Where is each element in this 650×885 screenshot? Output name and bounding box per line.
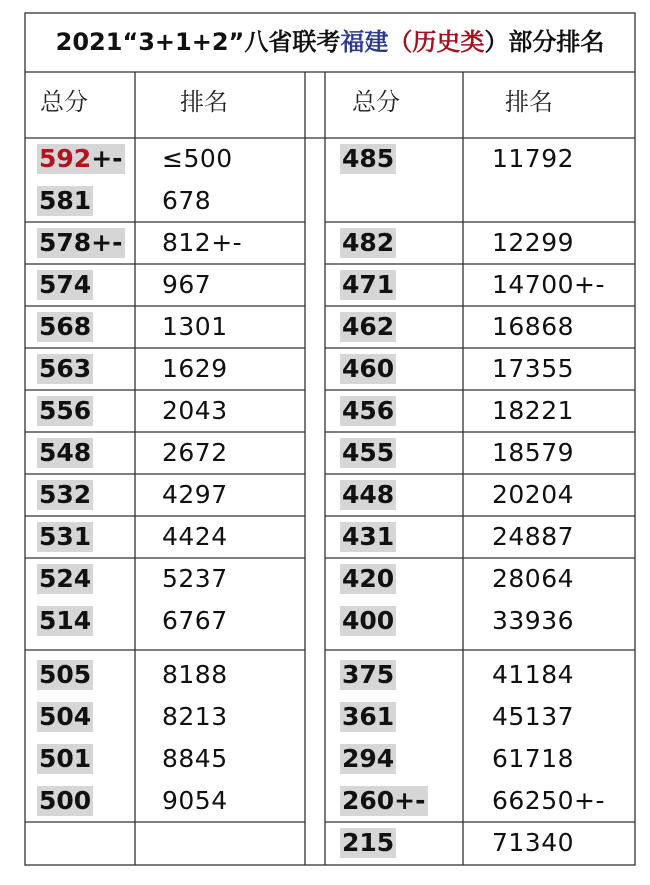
left-rank-cell: 678 xyxy=(162,186,212,215)
left-score-cell: 500 xyxy=(39,786,92,815)
right-rank-cell: 61718 xyxy=(492,744,575,773)
left-rank-cell: 8845 xyxy=(162,744,228,773)
left-score-cell: 574 xyxy=(39,270,92,299)
left-score-cell: 501 xyxy=(39,744,92,773)
right-score-cell: 215 xyxy=(342,828,395,857)
right-score-cell: 294 xyxy=(342,744,395,773)
right-score-cell: 260+- xyxy=(342,786,426,815)
header-rank-left: 排名 xyxy=(180,88,228,116)
right-rank-cell: 41184 xyxy=(492,660,575,689)
left-score-cell xyxy=(37,144,125,174)
right-rank-cell: 14700+- xyxy=(492,270,605,299)
left-score-cell: 568 xyxy=(39,312,92,341)
left-rank-cell: 5237 xyxy=(162,564,228,593)
right-rank-cell: 71340 xyxy=(492,828,575,857)
left-score-cell: 548 xyxy=(39,438,92,467)
right-score-cell: 448 xyxy=(342,480,395,509)
table-title xyxy=(25,22,635,57)
left-score-cell: 504 xyxy=(39,702,92,731)
right-rank-cell: 17355 xyxy=(492,354,575,383)
right-rank-cell: 12299 xyxy=(492,228,575,257)
right-score-cell: 361 xyxy=(342,702,395,731)
right-score-cell: 455 xyxy=(342,438,395,467)
left-rank-cell: 9054 xyxy=(162,786,228,815)
right-score-cell: 375 xyxy=(342,660,395,689)
left-score-red: 592 xyxy=(39,144,92,173)
title-paren-open: （ xyxy=(388,28,413,56)
left-score-cell: 563 xyxy=(39,354,92,383)
left-score-cell: 556 xyxy=(39,396,92,425)
left-rank-cell: 8188 xyxy=(162,660,228,689)
header-rank-right: 排名 xyxy=(505,88,553,116)
left-score-cell: 514 xyxy=(39,606,92,635)
left-rank-cell: 2043 xyxy=(162,396,228,425)
left-score-cell: 581 xyxy=(39,186,92,215)
right-score-cell: 431 xyxy=(342,522,395,551)
right-rank-cell: 24887 xyxy=(492,522,575,551)
left-score-suffix: +- xyxy=(91,144,123,173)
right-rank-cell: 18221 xyxy=(492,396,575,425)
right-score-cell: 456 xyxy=(342,396,395,425)
left-score-cell: 578+- xyxy=(39,228,123,257)
left-score-cell: 531 xyxy=(39,522,92,551)
left-rank-cell: 967 xyxy=(162,270,212,299)
header-score-left: 总分 xyxy=(40,88,88,116)
title-part-1: 2021“3+1+2”八省联考 xyxy=(55,28,341,56)
left-score-cell: 524 xyxy=(39,564,92,593)
title-province: 福建 xyxy=(340,28,389,56)
right-score-cell: 400 xyxy=(342,606,395,635)
left-rank-cell: 6767 xyxy=(162,606,228,635)
right-score-cell: 485 xyxy=(342,144,395,173)
title-part-5: ）部分排名 xyxy=(484,28,605,56)
right-rank-cell: 16868 xyxy=(492,312,575,341)
right-score-cell: 462 xyxy=(342,312,395,341)
header-score-right: 总分 xyxy=(352,88,400,116)
left-rank-cell: 1629 xyxy=(162,354,228,383)
right-rank-cell: 28064 xyxy=(492,564,575,593)
left-score-cell: 505 xyxy=(39,660,92,689)
left-rank-cell: 2672 xyxy=(162,438,228,467)
right-rank-cell: 20204 xyxy=(492,480,575,509)
right-score-cell: 460 xyxy=(342,354,395,383)
right-score-cell: 420 xyxy=(342,564,395,593)
right-score-cell: 471 xyxy=(342,270,395,299)
left-rank-cell: 812+- xyxy=(162,228,243,257)
left-rank-cell: 4297 xyxy=(162,480,228,509)
left-rank-cell: 4424 xyxy=(162,522,228,551)
right-score-cell: 482 xyxy=(342,228,395,257)
right-rank-cell: 18579 xyxy=(492,438,575,467)
left-score-cell: 532 xyxy=(39,480,92,509)
right-rank-cell: 45137 xyxy=(492,702,575,731)
right-rank-cell: 33936 xyxy=(492,606,575,635)
title-category: 历史类 xyxy=(412,28,485,56)
left-rank-cell: 1301 xyxy=(162,312,228,341)
left-rank-cell: 8213 xyxy=(162,702,228,731)
left-rank-cell: ≤500 xyxy=(162,144,233,173)
right-rank-cell: 66250+- xyxy=(492,786,605,815)
right-rank-cell: 11792 xyxy=(492,144,575,173)
